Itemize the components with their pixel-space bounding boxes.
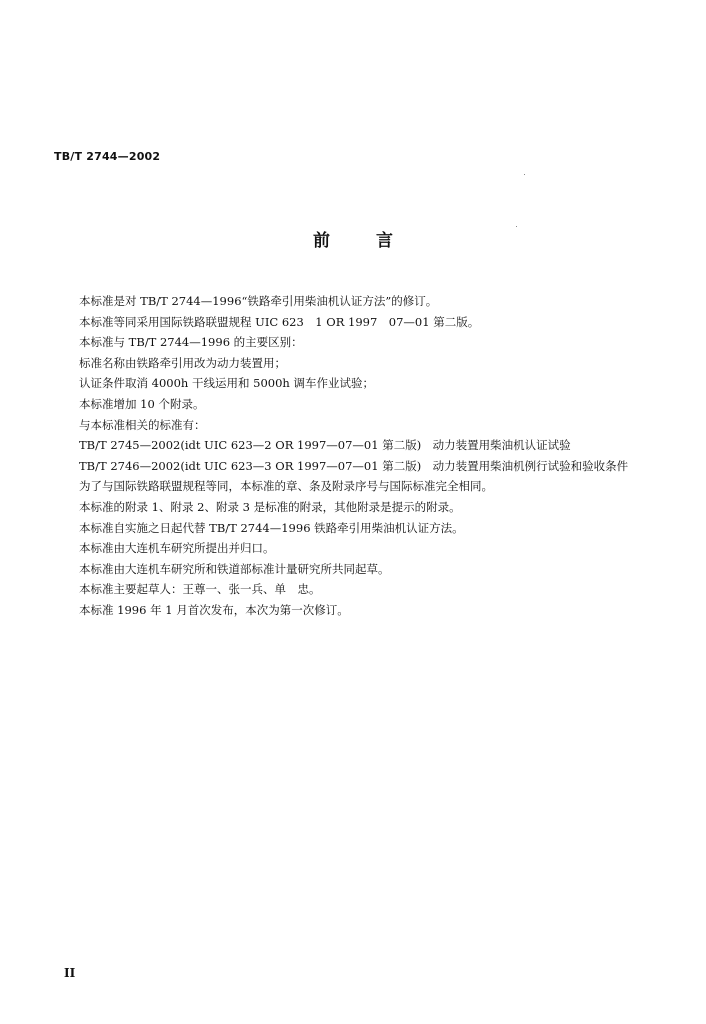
paragraph: 本标准自实施之日起代替 TB/T 2744—1996 铁路牵引用柴油机认证方法。 (79, 520, 464, 535)
paragraph: 本标准由大连机车研究所和铁道部标准计量研究所共同起草。 (79, 561, 390, 576)
title-char-2: 言 (376, 231, 393, 251)
paragraph: 认证条件取消 4000h 干线运用和 5000h 调车作业试验； (79, 376, 374, 391)
paragraph: 本标准与 TB/T 2744—1996 的主要区别： (79, 335, 303, 350)
related-standard-item: TB/T 2746—2002(idt UIC 623—3 OR 1997—07—01 第二版) 动力装置用柴油机例行试验和验收条件 (79, 458, 629, 473)
related-standard-item: TB/T 2745—2002(idt UIC 623—2 OR 1997—07—01 第二版) 动力装置用柴油机认证试验 (79, 438, 571, 453)
paragraph: 为了与国际铁路联盟规程等同，本标准的章、条及附录序号与国际标准完全相同。 (79, 479, 493, 494)
title-char-1: 前 (313, 231, 330, 251)
paragraph: 本标准增加 10 个附录。 (79, 396, 205, 411)
paragraph: 本标准是对 TB/T 2744—1996“铁路牵引用柴油机认证方法”的修订。 (79, 294, 438, 308)
paragraph: 本标准等同采用国际铁路联盟规程 UIC 623 1 OR 1997 07—01 第二版。 (79, 314, 480, 329)
scan-speck (524, 174, 525, 175)
paragraph: 本标准 1996 年 1 月首次发布，本次为第一次修订。 (79, 602, 349, 617)
paragraph: 标准名称由铁路牵引用改为动力装置用； (79, 355, 286, 370)
page-number: II (64, 966, 76, 980)
standard-code-header: TB/T 2744—2002 (54, 150, 161, 163)
paragraph: 本标准由大连机车研究所提出并归口。 (79, 541, 275, 556)
scan-speck (516, 226, 517, 227)
paragraph: 本标准主要起草人：王尊一、张一兵、单 忠。 (79, 582, 321, 597)
paragraph: 本标准的附录 1、附录 2、附录 3 是标准的附录，其他附录是提示的附录。 (79, 499, 461, 514)
foreword-body (54, 291, 664, 621)
paragraph: 与本标准相关的标准有： (79, 417, 206, 432)
foreword-title (0, 226, 706, 251)
